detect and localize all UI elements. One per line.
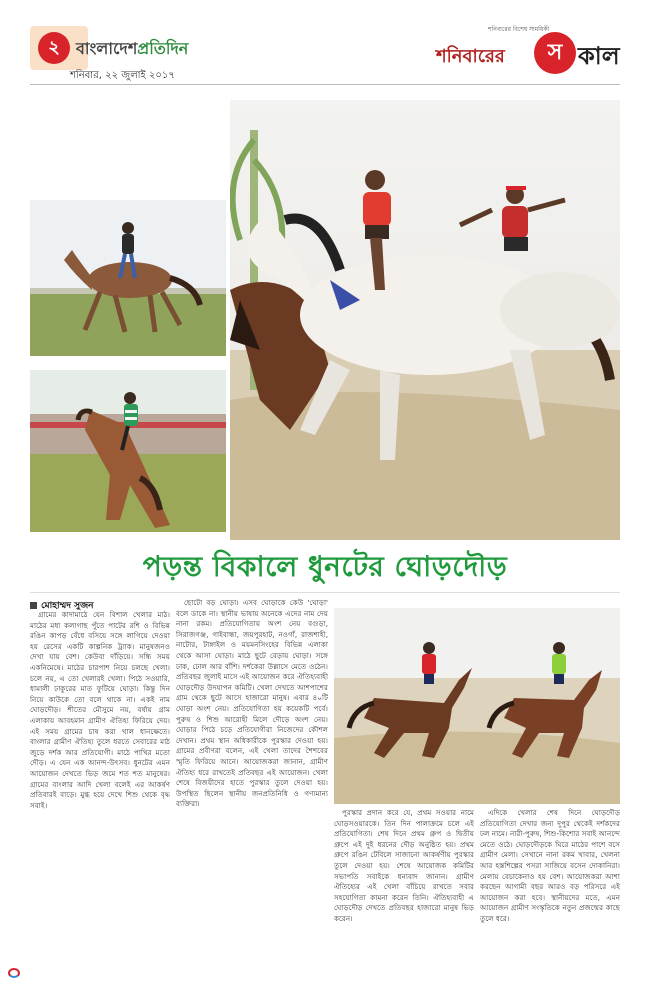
header-divider	[30, 84, 620, 85]
supplement-tagline: শনিবারের বিশেষ সাময়িকী	[488, 26, 550, 33]
byline-square-icon	[30, 602, 37, 609]
supplement-name-right: কাল	[578, 42, 620, 70]
newspaper-brand	[76, 36, 188, 63]
footer-logo-icon	[8, 968, 20, 978]
rider-photo-bottom	[30, 370, 226, 532]
headline-divider	[30, 592, 620, 593]
supplement-name-circle: স	[534, 32, 576, 74]
rider-photo-top	[30, 200, 226, 356]
main-race-photo	[230, 100, 620, 540]
brand-name: বাংলাদেশ	[76, 39, 138, 58]
supplement-name-left: শনিবারের	[436, 46, 505, 67]
article-column-1: গ্রামের কাদামাঠে যেন বিশাল খেলার মাঠ। মাঠের মধ্য কলাগাছ পুঁতে পাটের রশি ও বিভিন্ন রঙিন কাপড় বেঁধে বসিয়ে সঙ্গে লাগিয়ে দেওয়া হয় রেসের একটি কাল্পনিক ট্র্যাক। মানুষজনও দেখা যায় বেশ। কেউবা দাঁড়িয়ে। সন্ধি সময় একনিমেষে। মাঠের চারপাশ নিয়ে চলছে খেলা। চলে নয়, এ তো খেলারই খেলা। পিঠে সওয়ারি, ধামালী ঢাকুরের মাত ফুটিয়ে ঘোড়া। কিন্তু দিন নিয়ে কাউকে তো বলে থাকে না। একই নাম ঘোড়দৌড়। শীতের মৌসুমে নয়, বর্ষায় গ্রাম এলাকায় আবহমান গ্রামীণ ঐতিহ্য ফিরিয়ে দেয়। এই সময় গ্রামের চাষ করা খাল ধানক্ষেতে। বাংলার গ্রামীণ ঐতিহ্য তুলে ধরতে সেবারের মাঠ জুড়ে দর্শক আর প্রতিযোগী। মাঠে পাখির মতো দৌড়। এ যেন এক আনন্দ-উৎসব। ধুনটের এমন আয়োজন দেখতে ভিড় জমে শত শত মানুষের। গ্রামের বাংলার আদি খেলা বলেই এর আকর্ষণ প্রতিবারই বাড়ে। মুগ্ধ হয়ে দেখে শিশু থেকে বৃদ্ধ সবাই।	[30, 610, 170, 810]
brand-name-accent: প্রতিদিন	[137, 39, 189, 58]
dateline: শনিবার, ২২ জুলাই ২০১৭	[70, 70, 175, 81]
race-finish-photo	[334, 608, 620, 804]
article-headline: পড়ন্ত বিকালে ধুনটের ঘোড়দৌড়	[142, 550, 508, 583]
article-column-3: পুরস্কার প্রদান করে যে, প্রথম সওয়ার নামে ঘোড়সওয়ারকে। তিন দিন পালাক্রমে চলে এই প্রতিযোগিতা। শেষ দিনে প্রথম গ্রুপ ও দ্বিতীয় গ্রুপে এই দুই ধরনের দৌড় অনুষ্ঠিত হয়। প্রথম গ্রুপে রঙিন টেবিলে সাজানো আকর্ষণীয় পুরস্কার তুলে দেওয়া হয়। শেষে আয়োজক কমিটির সভাপতি সবাইকে ধন্যবাদ জানান। গ্রামীণ ঐতিহ্যের এই খেলা বাঁচিয়ে রাখতে সবার সহযোগিতা কামনা করেন তিনি। ঐতিহ্যবাহী এ ঘোড়দৌড় দেখতে প্রতিবছর হাজারো মানুষ ভিড় করেন।	[334, 808, 474, 923]
page-number: ২	[38, 32, 70, 64]
supplement-masthead	[436, 30, 620, 78]
article-column-4: এদিকে খেলার শেষ দিনে ঘোড়দৌড় প্রতিযোগিতা দেখার জন্য দুপুর থেকেই দর্শকদের ঢল নামে। নারী-পুরুষ, শিশু-কিশোর সবাই আনন্দে মেতে ওঠে। ঘোড়দৌড়কে ঘিরে মাঠের পাশে বসে গ্রামীণ মেলা। সেখানে নানা রকম খাবার, খেলনা আর হস্তশিল্পের পসরা সাজিয়ে বসেন দোকানিরা। মেলায় বেচাকেনাও হয় বেশ। আয়োজকরা আশা করছেন আগামী বছর আরও বড় পরিসরে এই আয়োজন করা হবে। স্থানীয়দের মতে, এমন আয়োজন গ্রামীণ সংস্কৃতিকে নতুন প্রজন্মের কাছে তুলে ধরে।	[480, 808, 620, 923]
byline-author: মোহাম্মদ সুজন	[41, 601, 94, 611]
article-column-2: ছোটো বড় ঘোড়া। এসব ঘোড়াকে কেউ 'ঘোড়া' বলে ডাকে না। স্থানীয় ভাষায় অনেকে এদের নাম দেয় নানা রকম। প্রতিযোগিতায় অংশ নেয় বগুড়া, সিরাজগঞ্জ, গাইবান্ধা, জয়পুরহাট, নওগাঁ, রাজশাহী, নাটোর, টাঙ্গাইল ও ময়মনসিংহের বিভিন্ন এলাকা থেকে আসা ঘোড়া। মাঠে ছুটে বেড়ায় ঘোড়া। সঙ্গে ঢাক, ঢোল আর বাঁশি। দর্শকেরা উল্লাসে মেতে ওঠেন। প্রতিবছর জুলাই মাসে এই আয়োজন করে ঐতিহ্যবাহী ঘোড়দৌড় উদযাপন কমিটি। খেলা দেখতে আশপাশের গ্রাম থেকে ছুটে আসে হাজারো মানুষ। এবার ৪০টি ঘোড়া অংশ নেয়। প্রতিযোগিতা হয় কয়েকটি পর্বে। পুরুষ ও শিশু আরোহী মিলে দৌড়ে অংশ নেয়। ঘোড়ার পিঠে চড়ে প্রতিযোগীরা নিজেদের কৌশল দেখান। প্রথম স্থান অধিকারীকে পুরস্কার দেওয়া হয়। গ্রামের প্রবীণরা বলেন, এই খেলা তাদের শৈশবের স্মৃতি ফিরিয়ে আনে। আয়োজকরা জানান, গ্রামীণ ঐতিহ্য ধরে রাখতেই প্রতিবছর এই আয়োজন। খেলা শেষে বিজয়ীদের হাতে পুরস্কার তুলে দেওয়া হয়। উপস্থিত ছিলেন স্থানীয় জনপ্রতিনিধি ও গণ্যমান্য ব্যক্তিরা।	[176, 598, 328, 809]
